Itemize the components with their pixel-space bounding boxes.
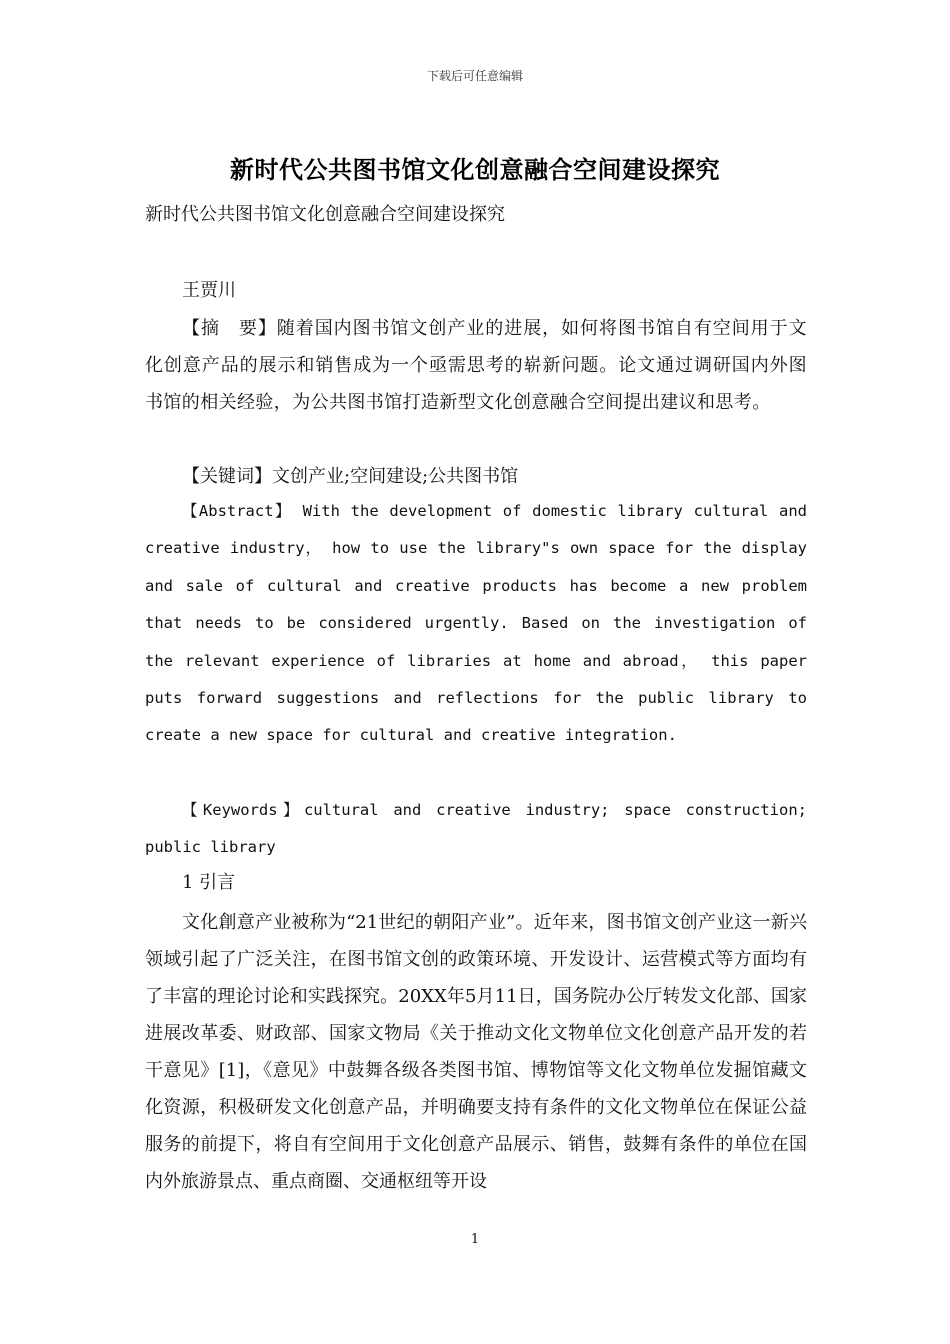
abstract-english: 【Abstract】 With the development of domestic library cultural and creative industry， how to use the library"s own space for the display and sale of cultural and creative products has become a new problem that needs to be considered urgently. Based on the investigation of the relevant experience of libraries at home and abroad， this paper puts forward suggestions and reflections for the public library to create a new space for cultural and creative integration. bbox=[145, 502, 807, 745]
abstract-chinese: 【摘 要】随着国内图书馆文创产业的进展，如何将图书馆自有空间用于文化创意产品的展示和销售成为一个亟需思考的崭新问题。论文通过调研国内外图书馆的相关经验，为公共图书馆打造新型文化创意融合空间提出建议和思考。 bbox=[145, 318, 807, 413]
author-name: 王贾川 bbox=[182, 280, 236, 301]
document-title: 新时代公共图书馆文化创意融合空间建设探究 bbox=[230, 155, 720, 184]
section-heading-introduction: 1 引言 bbox=[182, 872, 236, 893]
document-subtitle: 新时代公共图书馆文化创意融合空间建设探究 bbox=[145, 204, 505, 225]
page-number: 1 bbox=[470, 1232, 480, 1247]
body-paragraph: 文化創意产业被称为“21世纪的朝阳产业”。近年来，图书馆文创产业这一新兴领域引起了广泛关注，在图书馆文创的政策环境、开发设计、运营模式等方面均有了丰富的理论讨论和实践探究。20XX年5月11日，国务院办公厅转发文化部、国家进展改革委、财政部、国家文物局《关于推动文化文物单位文化创意产品开发的若干意见》[1]，《意见》中鼓舞各级各类图书馆、博物馆等文化文物单位发掘馆藏文化资源，积极研发文化创意产品，并明确要支持有条件的文化文物单位在保证公益服务的前提下，将自有空间用于文化创意产品展示、销售，鼓舞有条件的单位在国内外旅游景点、重点商圈、交通枢纽等开设 bbox=[145, 912, 807, 1192]
keywords-chinese: 【关键词】文创产业;空间建设;公共图书馆 bbox=[182, 466, 519, 487]
header-note: 下载后可任意编辑 bbox=[426, 69, 523, 83]
keywords-english: 【Keywords】cultural and creative industry; space construction; public library bbox=[145, 801, 807, 857]
